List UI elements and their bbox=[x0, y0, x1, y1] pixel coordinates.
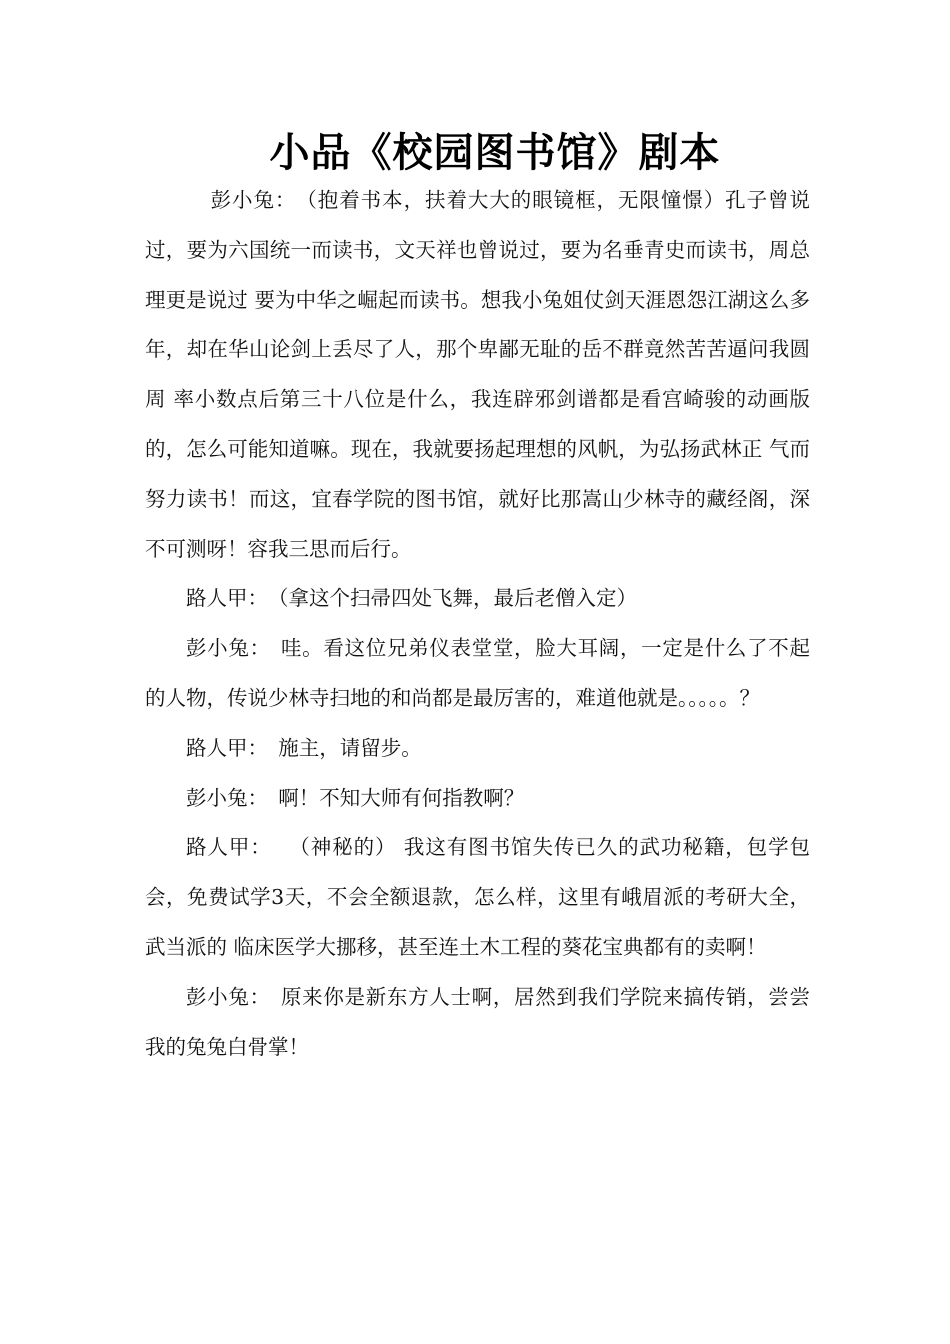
dialogue-paragraph bbox=[145, 574, 810, 624]
dialogue-text: （拿这个扫帚四处飞舞，最后老僧入定） bbox=[278, 586, 637, 611]
dialogue-paragraph bbox=[145, 176, 810, 574]
dialogue-text: 原来你是新东方人士啊，居然到我们学院来搞传销，尝尝我的兔兔白骨掌！ bbox=[145, 984, 810, 1059]
dialogue-paragraph bbox=[145, 774, 810, 824]
dialogue-text: （神秘的） 我这有图书馆失传已久的武功秘籍，包学包会，免费试学3天，不会全额退款，怎么样，这里有峨眉派的考研大全，武当派的 临床医学大挪移，甚至连土木工程的葵花宝典都有的卖啊！ bbox=[145, 835, 811, 959]
speaker-name: 路人甲： bbox=[186, 586, 268, 611]
dialogue-paragraph bbox=[145, 823, 810, 972]
dialogue-paragraph bbox=[145, 724, 810, 774]
speaker-name: 彭小兔： bbox=[210, 188, 297, 212]
page-title: 小品《校园图书馆》剧本 bbox=[269, 129, 721, 176]
dialogue-paragraph bbox=[145, 624, 810, 724]
speaker-name: 彭小兔： bbox=[186, 785, 268, 810]
dialogue-text: （抱着书本，扶着大大的眼镜框，无限憧憬）孔子曾说过，要为六国统一而读书，文天祥也曾说过，要为名垂青史而读书，周总理更是说过 要为中华之崛起而读书。想我小兔姐仗剑天涯恩怨江湖这么多年，却在华山论剑上丢尽了人，那个卑鄙无耻的岳不群竟然苦苦逼问我圆周 率小数点后第三十八位是什么，我连辟邪剑谱都是看宫崎骏的动画版的，怎么可能知道嘛。现在，我就要扬起理想的风帆，为弘扬武林正 气而努力读书！而这，宜春学院的图书馆，就好比那嵩山少林寺的藏经阁，深不可测呀！容我三思而后行。 bbox=[145, 188, 811, 561]
script-body bbox=[145, 176, 810, 1072]
dialogue-text: 啊！不知大师有何指教啊？ bbox=[278, 785, 525, 810]
dialogue-text: 哇。看这位兄弟仪表堂堂，脸大耳阔，一定是什么了不起的人物，传说少林寺扫地的和尚都是最厉害的，难道他就是。。。。。？ bbox=[145, 636, 810, 710]
speaker-name: 彭小兔： bbox=[186, 636, 271, 661]
speaker-name: 彭小兔： bbox=[186, 984, 271, 1009]
dialogue-paragraph bbox=[145, 973, 810, 1073]
speaker-name: 路人甲： bbox=[186, 735, 268, 760]
dialogue-text: 施主，请留步。 bbox=[278, 735, 422, 760]
speaker-name: 路人甲： bbox=[186, 835, 272, 860]
